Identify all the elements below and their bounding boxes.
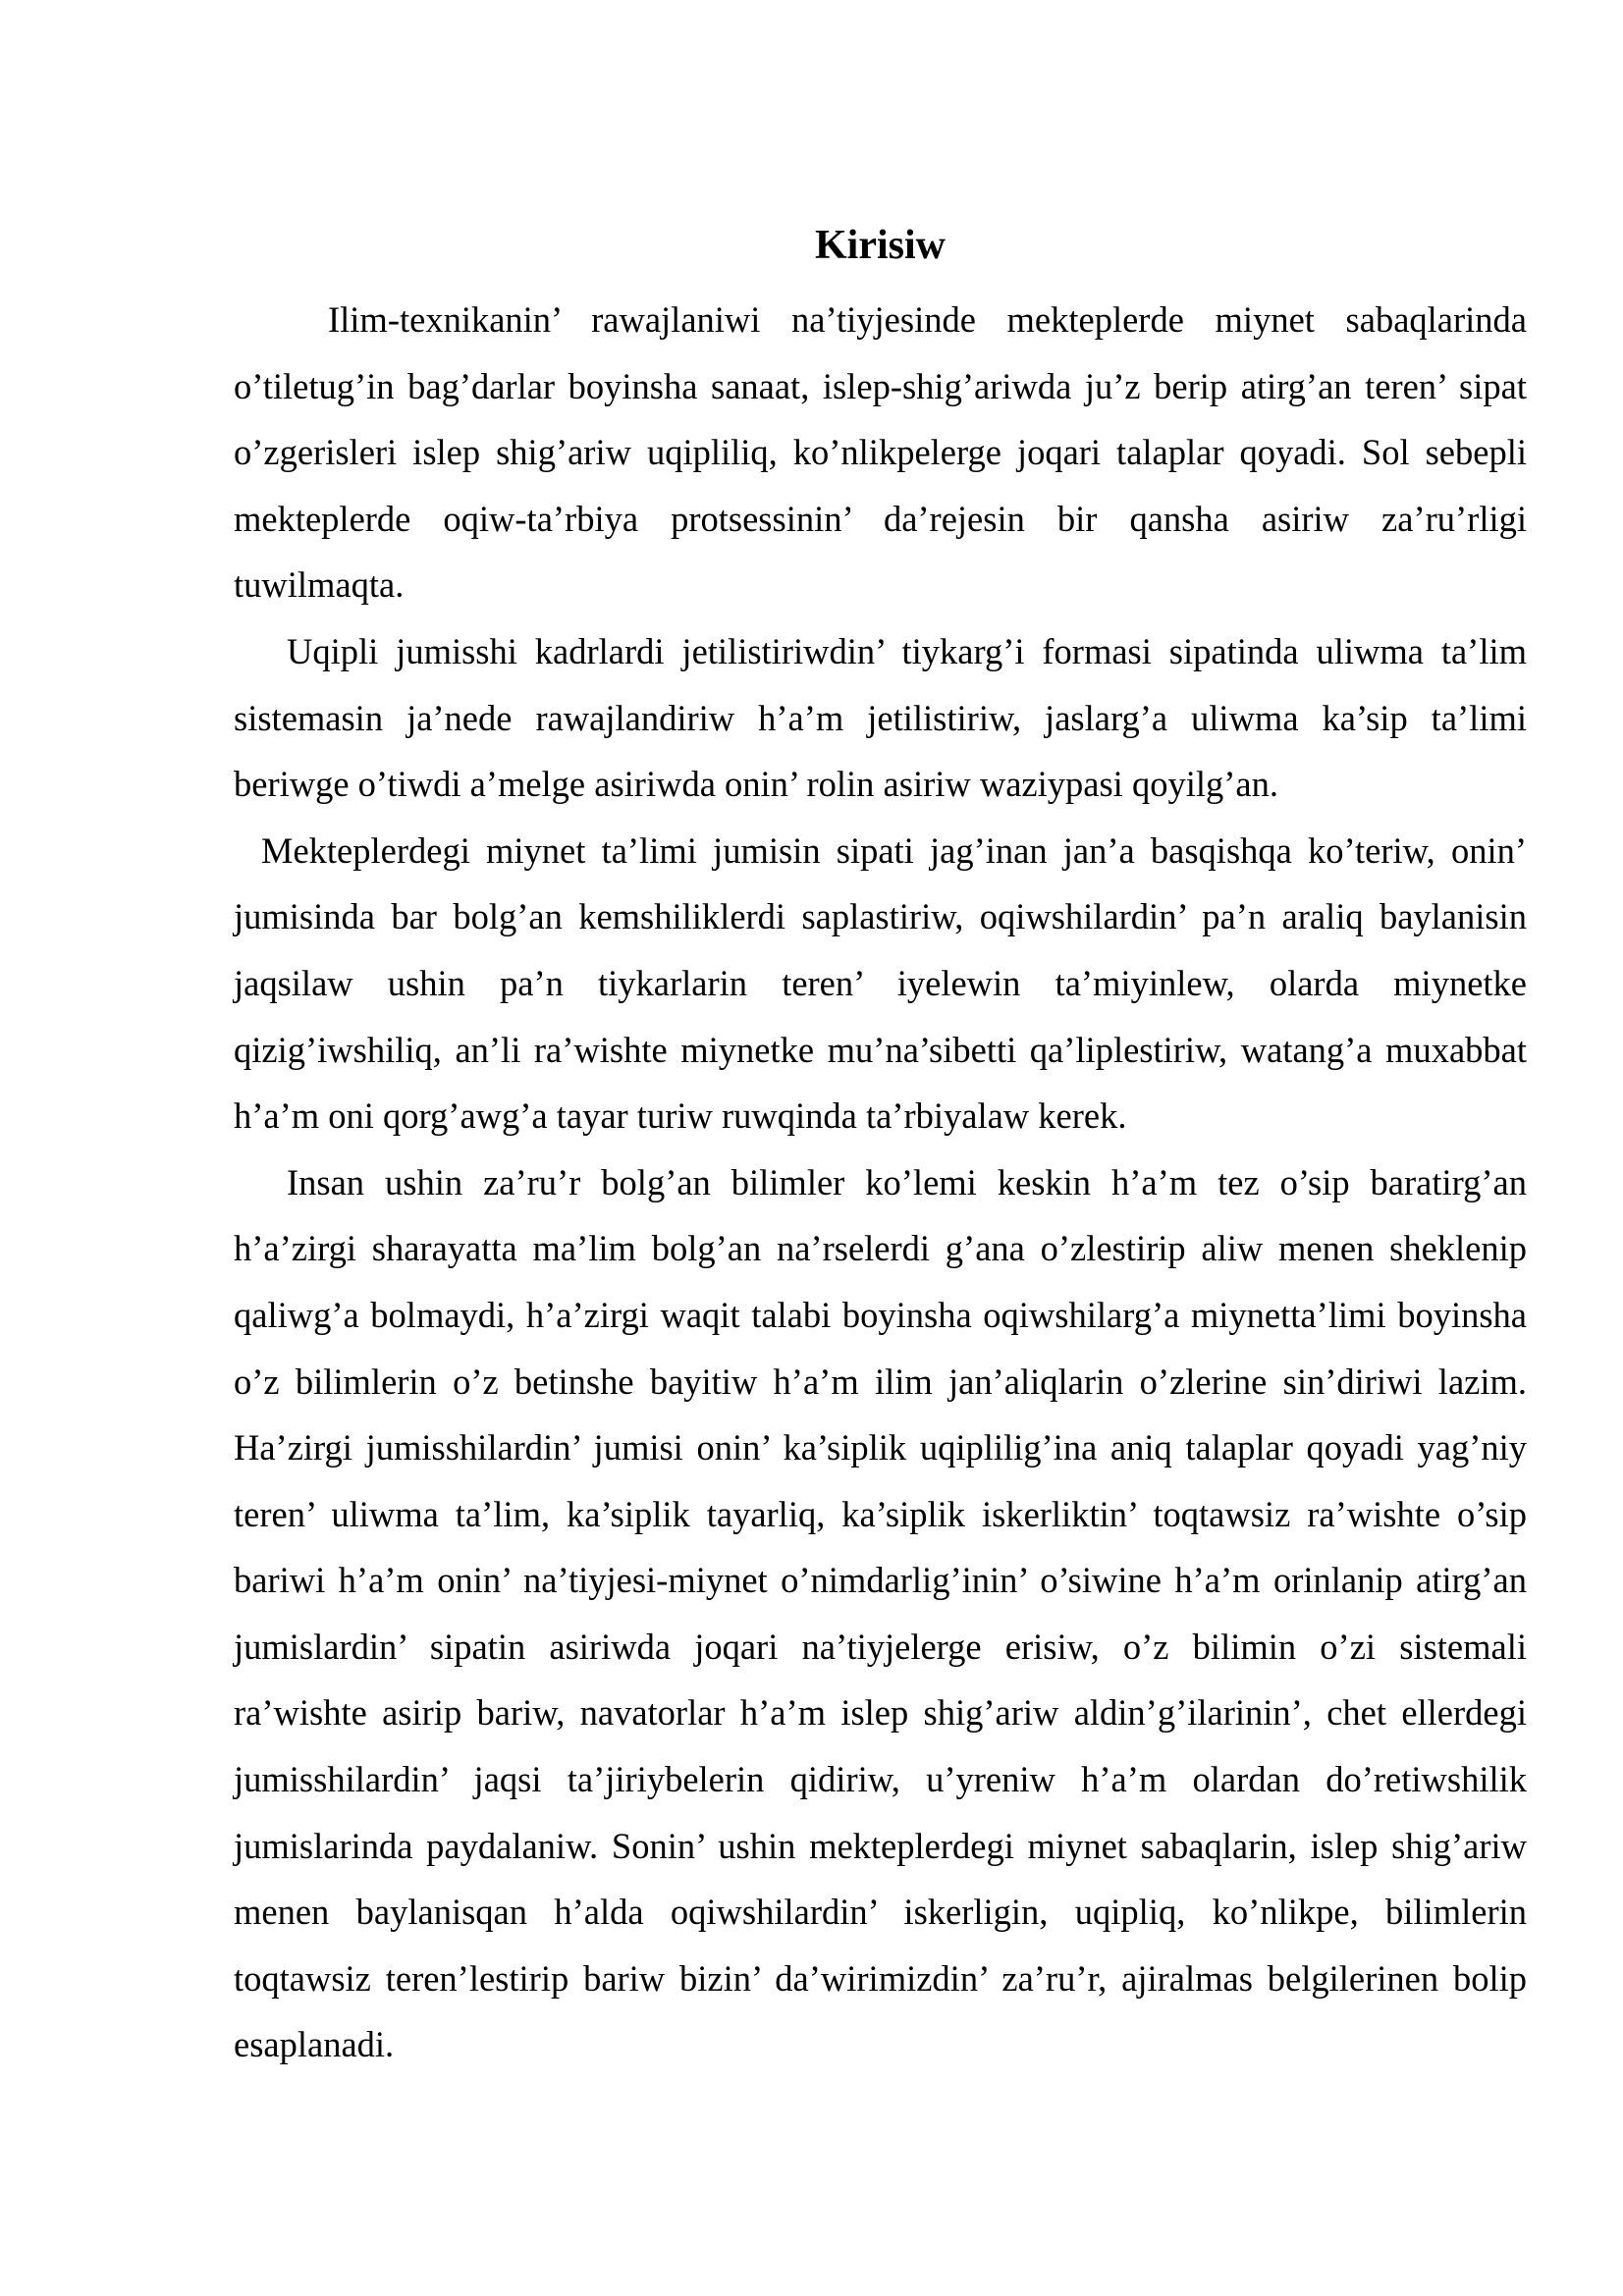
document-title: Kirisiw (815, 223, 946, 268)
paragraph-2: Uqipli jumisshi kadrlardi jetilistiriwdin’ tiykarg’i formasi sipatinda uliwma ta’lim sistemasin ja’nede rawajlandiriw h’a’m jetilistiriw, jaslarg’a uliwma ka’sip ta’limi beriwge o’tiwdi a’melge asiriwda onin’ rolin asiriw waziypasi qoyilg’an. (234, 630, 1527, 805)
paragraph-4: Insan ushin za’ru’r bolg’an bilimler ko’lemi keskin h’a’m tez o’sip baratirg’an h’a’zirgi sharayatta ma’lim bolg’an na’rselerdi g’ana o’zlestirip aliw menen sheklenip qaliwg’a bolmaydi, h’a’zirgi waqit talabi boyinsha oqiwshilarg’a miynetta’limi boyinsha o’z bilimlerin o’z betinshe bayitiw h’a’m ilim jan’aliqlarin o’zlerine sin’diriwi lazim. Ha’zirgi jumisshilardin’ jumisi onin’ ka’siplik uqiplilig’ina aniq talaplar qoyadi yag’niy teren’ uliwma ta’lim, ka’siplik tayarliq, ka’siplik iskerliktin’ toqtawsiz ra’wishte o’sip bariwi h’a’m onin’ na’tiyjesi-miynet o’nimdarlig’inin’ o’siwine h’a’m orinlanip atirg’an jumislardin’ sipatin asiriwda joqari na’tiyjelerge erisiw, o’z bilimin o’zi sistemali ra’wishte asirip bariw, navatorlar h’a’m islep shig’ariw aldin’g’ilarinin’, chet ellerdegi jumisshilardin’ jaqsi ta’jiriybelerin qidiriw, u’yreniw h’a’m olardan do’retiwshilik jumislarinda paydalaniw. Sonin’ ushin mekteplerdegi miynet sabaqlarin, islep shig’ariw menen baylanisqan h’alda oqiwshilardin’ iskerligin, uqipliq, ko’nlikpe, bilimlerin toqtawsiz teren’lestirip bariw bizin’ da’wirimizdin’ za’ru’r, ajiralmas belgilerinen bolip esaplanadi. (234, 1161, 1527, 2065)
paragraph-1: Ilim-texnikanin’ rawajlaniwi na’tiyjesinde mekteplerde miynet sabaqlarinda o’tiletug’in bag’darlar boyinsha sanaat, islep-shig’ariwda ju’z berip atirg’an teren’ sipat o’zgerisleri islep shig’ariw uqipliliq, ko’nlikpelerge joqari talaplar qoyadi. Sol sebepli mekteplerde oqiw-ta’rbiya protsessinin’ da’rejesin bir qansha asiriw za’ru’rligi tuwilmaqta. (234, 299, 1527, 606)
document-body (234, 287, 1527, 2078)
paragraph-3: Mekteplerdegi miynet ta’limi jumisin sipati jag’inan jan’a basqishqa ko’teriw, onin’ jumisinda bar bolg’an kemshiliklerdi saplastiriw, oqiwshilardin’ pa’n araliq baylanisin jaqsilaw ushin pa’n tiykarlarin teren’ iyelewin ta’miyinlew, olarda miynetke qizig’iwshiliq, an’li ra’wishte miynetke mu’na’sibetti qa’liplestiriw, watang’a muxabbat h’a’m oni qorg’awg’a tayar turiw ruwqinda ta’rbiyalaw kerek. (234, 829, 1527, 1137)
